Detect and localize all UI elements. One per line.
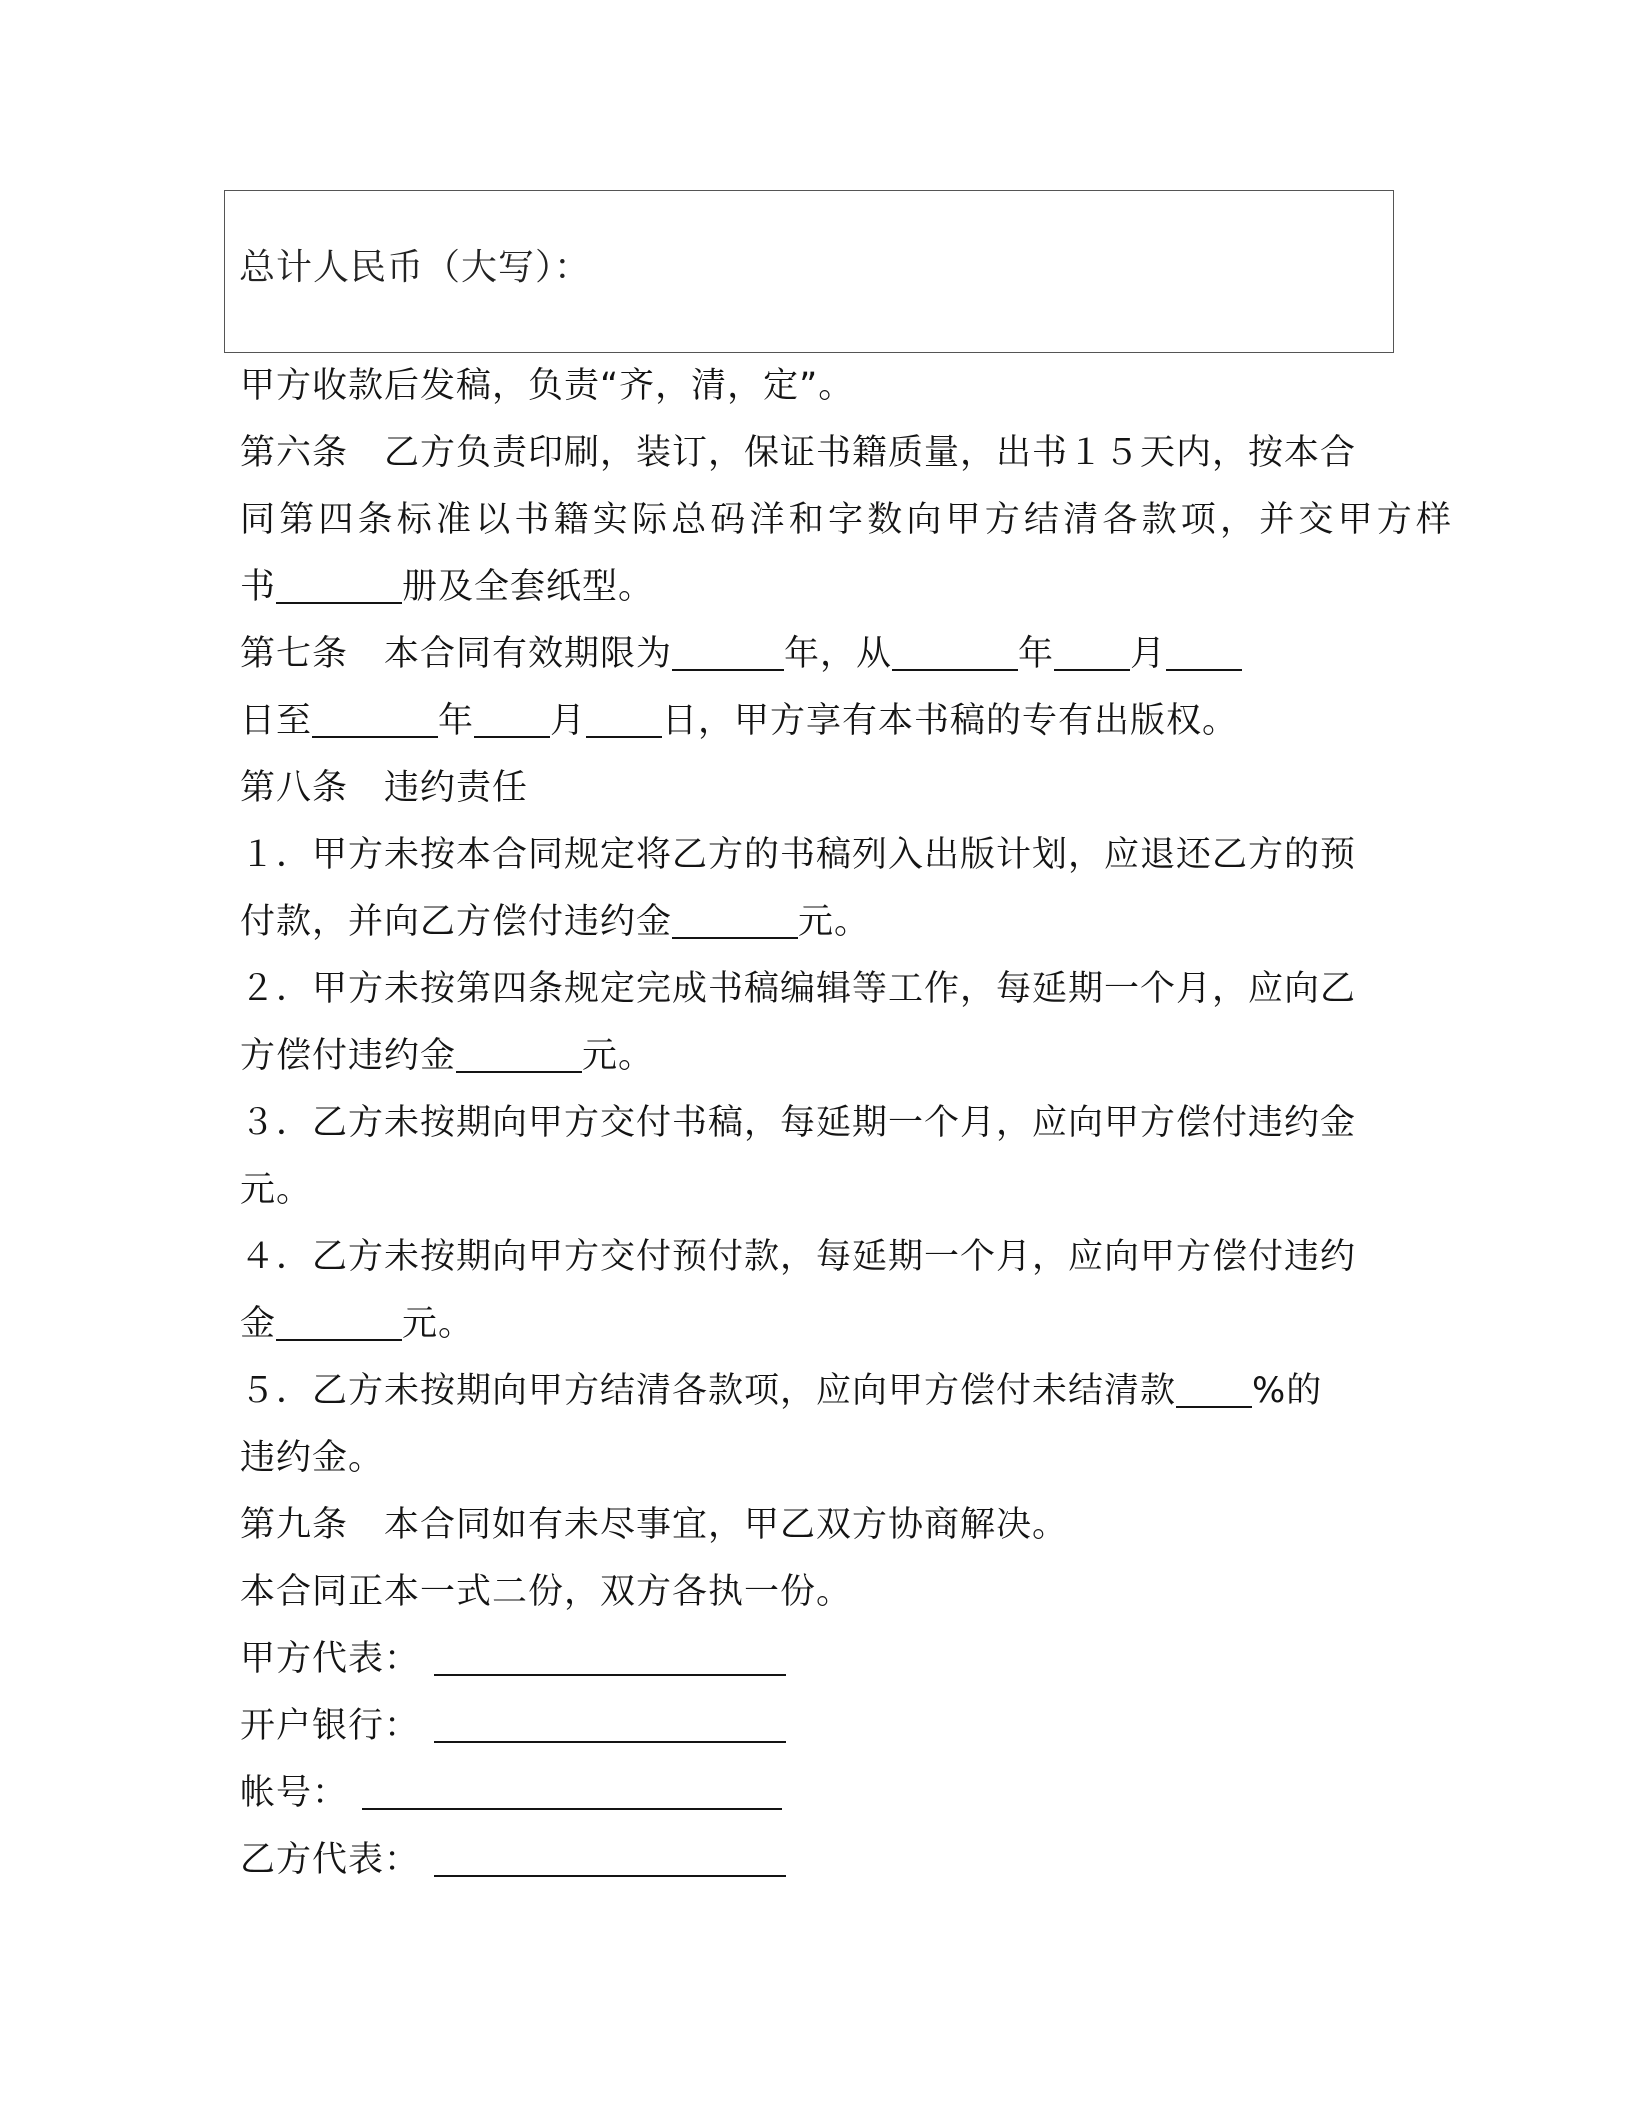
article-9-line: 第九条 本合同如有未尽事宜，甲乙双方协商解决。 [240, 1505, 1069, 1545]
text-line: 甲方收款后发稿，负责“齐，清，定”。 [240, 366, 855, 406]
party-a-rep-field[interactable] [434, 1632, 786, 1676]
validity-years-blank[interactable] [672, 627, 784, 671]
text-line: １．甲方未按本合同规定将乙方的书稿列入出版计划，应退还乙方的预 [240, 835, 1357, 875]
text-line: 违约金。 [240, 1438, 385, 1478]
text-line: 金 元。 [240, 1291, 1385, 1358]
start-month-blank[interactable] [1054, 627, 1130, 671]
text-line: 付款，并向乙方偿付违约金 元。 [240, 889, 1385, 956]
text-line: ５．乙方未按期向甲方结清各款项，应向甲方偿付未结清款 %的 [240, 1358, 1385, 1425]
article-8-heading: 第八条 [240, 768, 349, 808]
article-9-heading: 第九条 [240, 1505, 349, 1545]
text-line: ４．乙方未按期向甲方交付预付款，每延期一个月，应向甲方偿付违约 [240, 1237, 1357, 1277]
text-line: 同第四条标准以书籍实际总码洋和字数向甲方结清各款项，并交甲方样 [240, 500, 1456, 540]
signature-account: 帐号： [240, 1760, 1385, 1827]
article-7-line: 第七条 本合同有效期限为 年，从 年 月 [240, 621, 1385, 688]
article-6-heading: 第六条 [240, 433, 349, 473]
text-line: ３．乙方未按期向甲方交付书稿，每延期一个月，应向甲方偿付违约金 [240, 1103, 1357, 1143]
penalty-4-blank[interactable] [276, 1297, 402, 1341]
account-field[interactable] [362, 1766, 782, 1810]
text-line: 元。 [240, 1170, 313, 1210]
start-year-blank[interactable] [892, 627, 1018, 671]
article-8-line: 第八条 违约责任 [240, 768, 529, 808]
text-line: 方偿付违约金 元。 [240, 1023, 1385, 1090]
penalty-1-blank[interactable] [672, 895, 798, 939]
article-6-line: 第六条 乙方负责印刷，装订，保证书籍质量，出书１５天内，按本合 [240, 433, 1357, 473]
article-7-heading: 第七条 [240, 634, 349, 674]
end-year-blank[interactable] [312, 694, 438, 738]
party-b-rep-field[interactable] [434, 1833, 786, 1877]
contract-body [240, 353, 1456, 1894]
penalty-2-blank[interactable] [456, 1029, 582, 1073]
end-month-blank[interactable] [474, 694, 550, 738]
total-amount-label: 总计人民币（大写）： [239, 247, 592, 288]
signature-party-b-rep: 乙方代表： [240, 1827, 1385, 1894]
sample-copies-blank[interactable] [276, 560, 402, 604]
text-line: 书 册及全套纸型。 [240, 554, 1385, 621]
signature-bank: 开户银行： [240, 1693, 1385, 1760]
text-line: 本合同正本一式二份，双方各执一份。 [240, 1572, 853, 1612]
signature-party-a-rep: 甲方代表： [240, 1626, 1385, 1693]
penalty-percent-blank[interactable] [1176, 1364, 1252, 1408]
text-line: 日至 年 月 日，甲方享有本书稿的专有出版权。 [240, 688, 1385, 755]
bank-field[interactable] [434, 1699, 786, 1743]
start-day-blank[interactable] [1166, 627, 1242, 671]
total-amount-box [224, 190, 1394, 353]
end-day-blank[interactable] [586, 694, 662, 738]
text-line: ２．甲方未按第四条规定完成书稿编辑等工作，每延期一个月，应向乙 [240, 969, 1357, 1009]
